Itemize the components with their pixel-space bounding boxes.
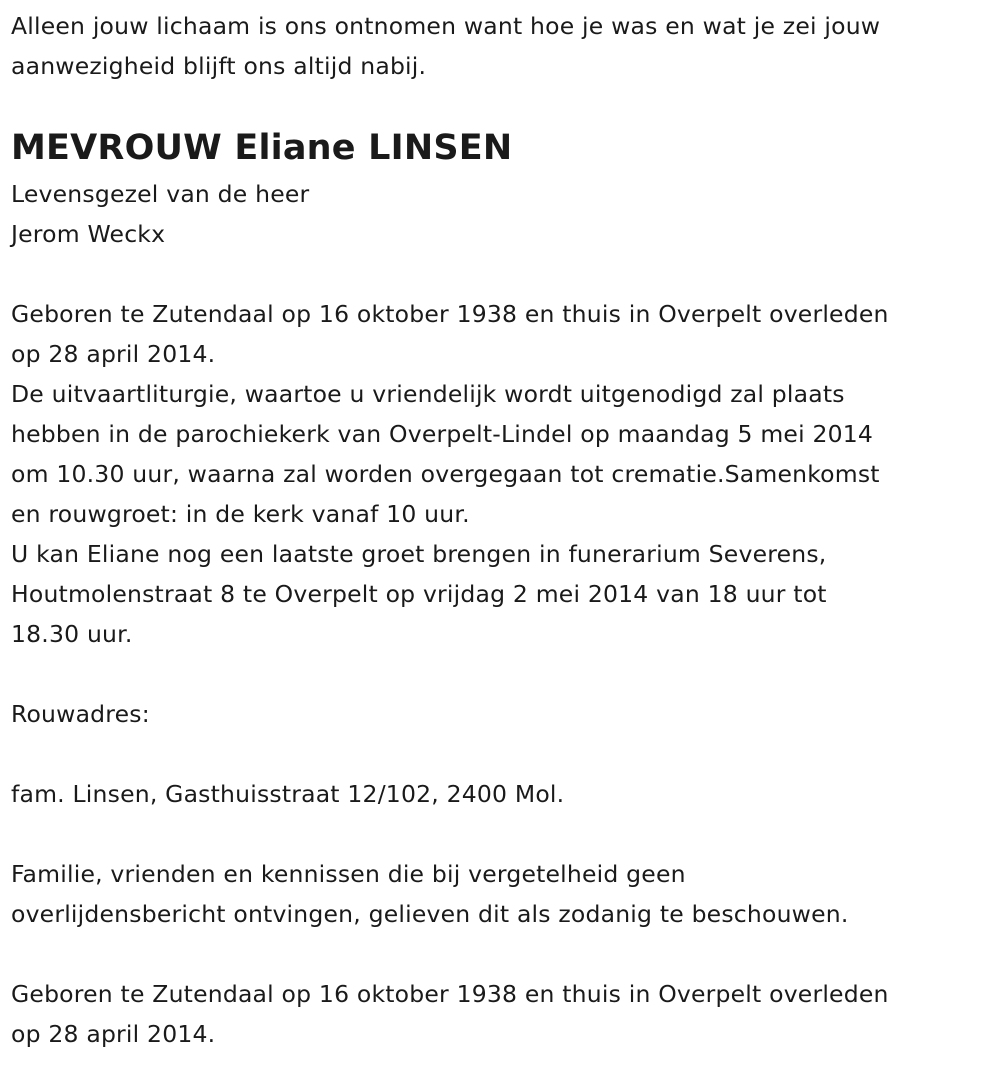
- deceased-name-heading: MEVROUW Eliane LINSEN: [11, 128, 513, 168]
- details-line: De uitvaartliturgie, waartoe u vriendelijk wordt uitgenodigd zal plaats: [11, 380, 845, 408]
- address-label: Rouwadres:: [11, 700, 150, 728]
- spacer: [11, 934, 986, 974]
- funeral-details: [11, 294, 986, 654]
- details-line: Geboren te Zutendaal op 16 oktober 1938 en thuis in Overpelt overleden: [11, 300, 889, 328]
- obituary-notice: [11, 6, 986, 1054]
- details-line: 18.30 uur.: [11, 620, 133, 648]
- closing-line: Geboren te Zutendaal op 16 oktober 1938 en thuis in Overpelt overleden: [11, 980, 889, 1008]
- spacer: [11, 814, 986, 854]
- spacer: [11, 734, 986, 774]
- details-line: om 10.30 uur, waarna zal worden overgegaan tot crematie.Samenkomst: [11, 460, 880, 488]
- partner-block: [11, 174, 986, 254]
- partner-line: Levensgezel van de heer: [11, 180, 310, 208]
- intro-line: aanwezigheid blijft ons altijd nabij.: [11, 52, 427, 80]
- spacer: [11, 654, 986, 694]
- notice-block: [11, 854, 986, 934]
- partner-line: Jerom Weckx: [11, 220, 166, 248]
- intro-line: Alleen jouw lichaam is ons ontnomen want hoe je was en wat je zei jouw: [11, 12, 881, 40]
- notice-line: Familie, vrienden en kennissen die bij vergetelheid geen: [11, 860, 686, 888]
- notice-line: overlijdensbericht ontvingen, gelieven dit als zodanig te beschouwen.: [11, 900, 849, 928]
- intro-quote: [11, 6, 986, 86]
- closing-block: [11, 974, 986, 1054]
- spacer: [11, 254, 986, 294]
- details-line: en rouwgroet: in de kerk vanaf 10 uur.: [11, 500, 470, 528]
- details-line: U kan Eliane nog een laatste groet brengen in funerarium Severens,: [11, 540, 827, 568]
- mourning-address: fam. Linsen, Gasthuisstraat 12/102, 2400 Mol.: [11, 780, 565, 808]
- details-line: op 28 april 2014.: [11, 340, 216, 368]
- closing-line: op 28 april 2014.: [11, 1020, 216, 1048]
- details-line: hebben in de parochiekerk van Overpelt-Lindel op maandag 5 mei 2014: [11, 420, 874, 448]
- details-line: Houtmolenstraat 8 te Overpelt op vrijdag 2 mei 2014 van 18 uur tot: [11, 580, 827, 608]
